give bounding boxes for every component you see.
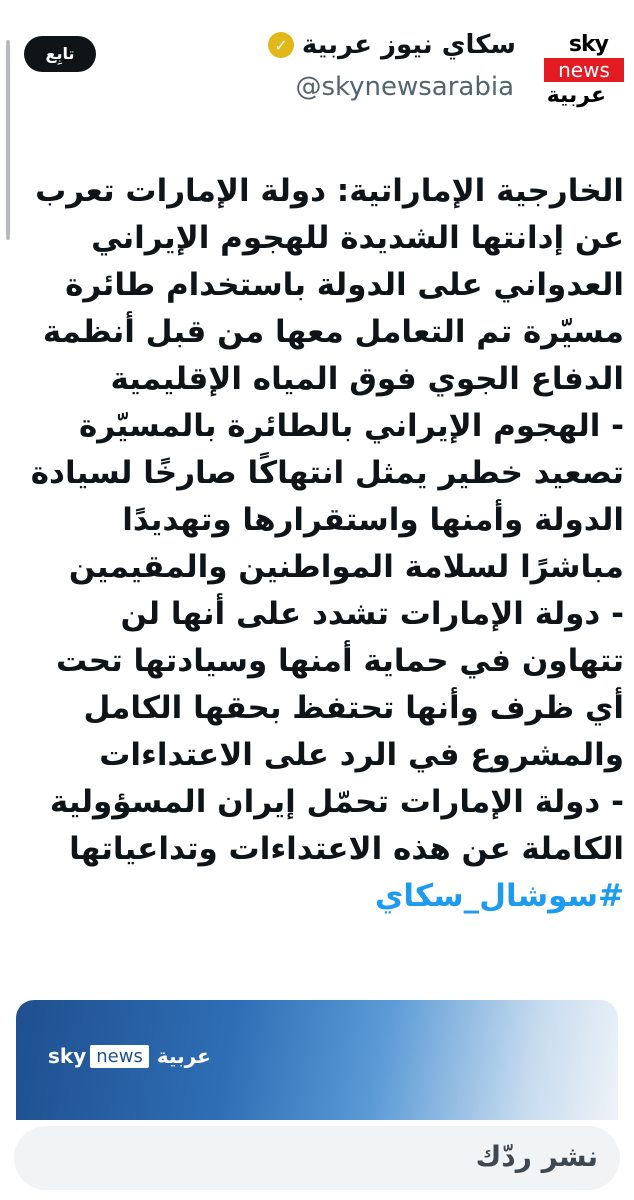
reply-placeholder: نشر ردّك <box>475 1140 598 1173</box>
follow-button[interactable]: تابِع <box>24 36 96 72</box>
avatar-logo-arabic: عربية <box>546 83 606 108</box>
reply-input[interactable] <box>14 1126 620 1190</box>
avatar-logo-sky: sky <box>568 32 608 57</box>
media-logo-news: news <box>90 1045 149 1068</box>
account-handle[interactable]: @skynewsarabia <box>295 72 514 102</box>
post-paragraph-3: - دولة الإمارات تشدد على أنها لن تتهاون في حماية أمنها وسيادتها تحت أي ظرف وأنها تحتفظ بحقها الكامل والمشروع في الرد على الاعتداءات <box>55 596 624 773</box>
avatar-logo-news: news <box>544 58 624 82</box>
media-logo-arabic: عربية <box>156 1044 211 1068</box>
account-name[interactable] <box>268 30 516 60</box>
media-logo-sky: sky <box>48 1044 87 1068</box>
hashtag-link[interactable]: #سوشال_سكاي <box>375 878 624 914</box>
post-paragraph-4: - دولة الإمارات تحمّل إيران المسؤولية الكاملة عن هذه الاعتداءات وتداعياتها <box>49 784 624 867</box>
account-name-text: سكاي نيوز عربية <box>301 30 516 60</box>
media-logo <box>48 1044 211 1068</box>
post-paragraph-2: - الهجوم الإيراني بالطائرة بالمسيّرة تصعيد خطير يمثل انتهاكًا صارخًا لسيادة الدولة وأمنها واستقرارها وتهديدًا مباشرًا لسلامة المواطنين والمقيمين <box>30 408 624 585</box>
post-text <box>20 168 624 920</box>
verified-badge-icon: ✓ <box>268 32 294 58</box>
post-header <box>0 28 634 118</box>
post-media-image[interactable] <box>16 1000 618 1120</box>
post-paragraph-1: الخارجية الإماراتية: دولة الإمارات تعرب عن إدانتها الشديدة للهجوم الإيراني العدواني على الدولة باستخدام طائرة مسيّرة تم التعامل معها من قبل أنظمة الدفاع الجوي فوق المياه الإقليمية <box>35 173 624 397</box>
account-avatar[interactable] <box>536 28 624 110</box>
